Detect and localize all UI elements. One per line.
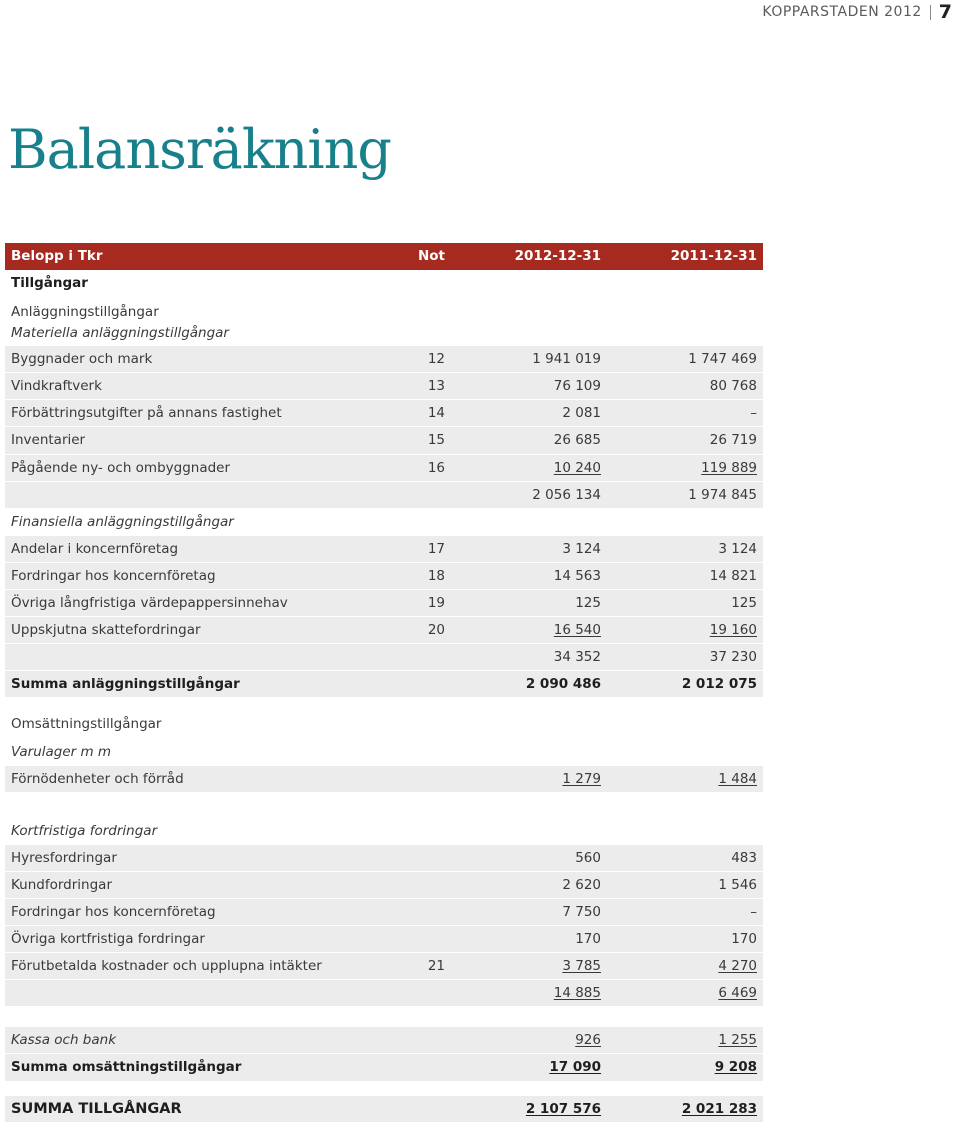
table-row (5, 346, 763, 373)
subtotal-2012: 14 885 (553, 985, 601, 1002)
row-value-2012: 926 (575, 1032, 601, 1049)
subtotal-2012: 2 056 134 (532, 486, 601, 503)
row-note: 18 (427, 567, 445, 584)
group-heading-row (5, 739, 763, 766)
row-value-2012: 26 685 (553, 432, 601, 449)
row-label: Kundfordringar (11, 876, 113, 893)
group-heading-row (5, 509, 763, 536)
page-header (762, 0, 952, 24)
row-label: Hyresfordringar (11, 849, 117, 866)
row-label: Förnödenheter och förråd (11, 770, 184, 787)
column-header-2012: 2012-12-31 (514, 248, 601, 264)
table-row (5, 766, 763, 793)
row-value-2012: 1 941 019 (532, 351, 601, 368)
header-divider (930, 5, 931, 20)
table-row (5, 590, 763, 617)
table-row (5, 872, 763, 899)
row-value-2012: 14 563 (553, 567, 601, 584)
table-row (5, 1027, 763, 1054)
row-note: 20 (427, 622, 445, 639)
row-label: Inventarier (11, 432, 86, 449)
row-label: Fordringar hos koncernföretag (11, 567, 216, 584)
row-label: Förbättringsutgifter på annans fastighet (11, 405, 282, 422)
row-value-2012: 1 279 (562, 770, 601, 787)
spacer (5, 698, 763, 711)
row-value-2011: 170 (731, 931, 757, 948)
table-row (5, 899, 763, 926)
table-row (5, 536, 763, 563)
table-row (5, 563, 763, 590)
subtotal-2011: 37 230 (709, 649, 757, 666)
row-label: Fordringar hos koncernföretag (11, 903, 216, 920)
row-note: 13 (427, 378, 445, 395)
total-2012: 2 090 486 (525, 676, 601, 693)
grand-total-row (5, 1096, 763, 1123)
row-value-2012: 3 124 (562, 540, 601, 557)
row-note: 15 (427, 432, 445, 449)
row-label: Andelar i koncernföretag (11, 540, 179, 557)
table-row (5, 845, 763, 872)
row-value-2011: 1 255 (718, 1032, 757, 1049)
column-header-note: Not (417, 248, 445, 264)
subsection-heading-row (5, 297, 763, 321)
table-row (5, 427, 763, 454)
table-row (5, 455, 763, 482)
subsection-heading: Omsättningstillgångar (11, 716, 162, 733)
row-note: 17 (427, 540, 445, 557)
row-note: 21 (427, 958, 445, 975)
column-header-2011: 2011-12-31 (670, 248, 757, 264)
subtotal-2011: 1 974 845 (688, 486, 757, 503)
subsection-heading: Anläggningstillgångar (11, 304, 159, 321)
subtotal-2012: 34 352 (553, 649, 601, 666)
row-value-2012: 76 109 (553, 378, 601, 395)
table-row (5, 617, 763, 644)
total-row (5, 671, 763, 698)
grand-total-label: SUMMA TILLGÅNGAR (11, 1100, 182, 1117)
row-label: Uppskjutna skattefordringar (11, 622, 201, 639)
group-heading: Varulager m m (11, 743, 112, 760)
table-row (5, 926, 763, 953)
row-value-2012: 170 (575, 931, 601, 948)
row-value-2011: 3 124 (718, 540, 757, 557)
row-note: 19 (427, 595, 445, 612)
row-label: Byggnader och mark (11, 351, 153, 368)
row-value-2011: 1 546 (718, 876, 757, 893)
row-label: Vindkraftverk (11, 378, 102, 395)
page-title: Balansräkning (8, 118, 391, 181)
subsection-heading-row (5, 711, 763, 738)
group-heading: Kortfristiga fordringar (11, 822, 158, 839)
row-note: 16 (427, 459, 445, 476)
row-value-2011: 4 270 (718, 958, 757, 975)
total-label: Summa anläggningstillgångar (11, 676, 240, 693)
row-value-2011: 125 (731, 595, 757, 612)
subtotal-row (5, 644, 763, 671)
section-heading: Tillgångar (11, 275, 88, 292)
row-label: Övriga långfristiga värdepappersinnehav (11, 595, 288, 612)
row-value-2012: 2 620 (562, 876, 601, 893)
subtotal-row (5, 980, 763, 1007)
row-value-2011: 483 (731, 849, 757, 866)
grand-total-2011: 2 021 283 (681, 1100, 757, 1117)
group-heading: Materiella anläggningstillgångar (11, 325, 229, 342)
row-value-2011: 14 821 (709, 567, 757, 584)
row-value-2012: 2 081 (562, 405, 601, 422)
row-value-2011: 80 768 (709, 378, 757, 395)
total-2011: 9 208 (714, 1059, 757, 1076)
row-value-2011: 1 484 (718, 770, 757, 787)
spacer (5, 793, 763, 818)
balance-sheet-table (5, 243, 763, 1123)
row-value-2012: 3 785 (562, 958, 601, 975)
row-value-2012: 125 (575, 595, 601, 612)
row-value-2011: – (750, 903, 757, 920)
publication-name: KOPPARSTADEN 2012 (762, 4, 922, 20)
grand-total-2012: 2 107 576 (525, 1100, 601, 1117)
row-note: 12 (427, 351, 445, 368)
row-label: Kassa och bank (11, 1032, 117, 1049)
row-value-2011: 119 889 (701, 459, 757, 476)
table-row (5, 953, 763, 980)
row-value-2011: 26 719 (709, 432, 757, 449)
total-row (5, 1054, 763, 1081)
row-value-2011: 1 747 469 (688, 351, 757, 368)
page-number: 7 (938, 1, 952, 23)
table-row (5, 400, 763, 427)
total-label: Summa omsättningstillgångar (11, 1059, 242, 1076)
table-header-row (5, 243, 763, 270)
total-2012: 17 090 (549, 1059, 601, 1076)
group-heading-row (5, 818, 763, 845)
total-2011: 2 012 075 (681, 676, 757, 693)
group-heading-row (5, 321, 763, 346)
table-row (5, 373, 763, 400)
row-value-2011: – (750, 405, 757, 422)
row-value-2012: 16 540 (553, 622, 601, 639)
subtotal-2011: 6 469 (718, 985, 757, 1002)
spacer (5, 1007, 763, 1027)
row-value-2012: 7 750 (562, 903, 601, 920)
row-label: Förutbetalda kostnader och upplupna intäkter (11, 958, 322, 975)
row-value-2012: 560 (575, 849, 601, 866)
group-heading: Finansiella anläggningstillgångar (11, 513, 234, 530)
row-note: 14 (427, 405, 445, 422)
column-header-label: Belopp i Tkr (11, 248, 103, 264)
row-value-2012: 10 240 (553, 459, 601, 476)
spacer (5, 1082, 763, 1096)
section-heading-row (5, 270, 763, 297)
row-value-2011: 19 160 (709, 622, 757, 639)
row-label: Pågående ny- och ombyggnader (11, 459, 231, 476)
row-label: Övriga kortfristiga fordringar (11, 931, 205, 948)
subtotal-row (5, 482, 763, 509)
